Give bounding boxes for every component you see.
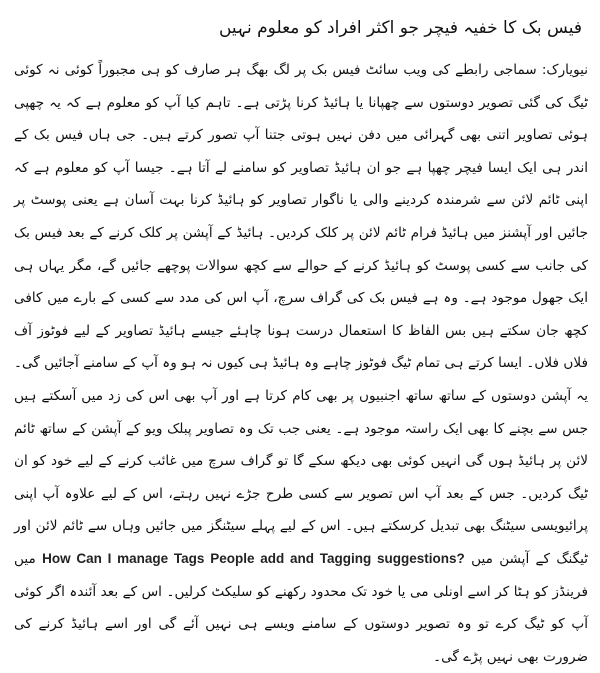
article-body <box>14 54 588 673</box>
body-text-part-2: میں فرینڈز کو ہٹا کر اسے اونلی می یا خود تک محدود رکھنے کو سلیکٹ کرلیں۔ اس کے بعد آئندہ اگر کوئی آپ کو ٹیگ کرے تو وہ تصویر دوستوں کے سامنے ویسے ہی نہیں آئے گی اور اسے ہائیڈ کرنے کی ضرورت بھی نہیں پڑے گی۔ <box>14 550 588 665</box>
english-settings-phrase: How Can I manage Tags People add and Tagging suggestions? <box>42 550 465 566</box>
dateline: نیویارک: <box>541 62 588 78</box>
body-text-part-1: سماجی رابطے کی ویب سائٹ فیس بک پر لگ بھگ ہر صارف کو ہی مجبوراً کوئی نہ کوئی ٹیگ کی گئی تصویر دوستوں سے چھپانا یا ہائیڈ کرنا پڑتی ہے۔ تاہم کیا آپ کو معلوم ہے کہ یہ چھپی ہوئی تصاویر اتنی بھی گہرائی میں دفن نہیں ہوتی جتنا آپ تصور کرتے ہیں۔ جی ہاں فیس بک کے اندر ہی ایک ایسا فیچر چھپا ہے جو ان ہائیڈ تصاویر کو سامنے لے آتا ہے۔ جیسا آپ کو معلوم ہے کہ اپنی ٹائم لائن سے شرمندہ کردینے والی یا ناگوار تصاویر کو ہائیڈ کرنا بہت آسان ہے یعنی پوسٹ پر جائیں اور آپشنز میں ہائیڈ فرام ٹائم لائن پر کلک کردیں۔ ہائیڈ کے آپشن پر کلک کرنے کے بعد فیس بک کی جانب سے کسی پوسٹ کو ہائیڈ کرنے کے حوالے سے کچھ سوالات پوچھے جائیں گے، مگر یہاں ہی ایک جھول موجود ہے۔ وہ ہے فیس بک کی گراف سرچ، آپ اس کی مدد سے کسی کے بارے میں کافی کچھ جان سکتے ہیں بس الفاظ کا استعمال درست ہونا چاہئے جیسے ہائیڈ تصاویر کے لیے فوٹوز آف فلاں فلاں۔ ایسا کرتے ہی تمام ٹیگ فوٹوز چاہے وہ ہائیڈ ہی کیوں نہ ہو وہ آپ کے سامنے آجائیں گی۔ یہ آپشن دوستوں کے ساتھ ساتھ اجنبیوں پر بھی کام کرتا ہے اور آپ بھی اس کی زد میں آسکتے ہیں جس سے بچنے کا بھی ایک راستہ موجود ہے۔ یعنی جب تک وہ تصاویر پبلک ویو کے آپشن کے ساتھ ٹائم لائن پر ہائیڈ ہوں گی انہیں کوئی بھی دیکھ سکے گا تو گراف سرچ میں غائب کرنے کے لیے خود کو ان ٹیگ کردیں۔ جس کے بعد آپ اس تصویر سے کسی طرح جڑے نہیں رہتے، اس کے لیے علاوہ آپ اپنی پرائیویسی سیٹنگ بھی تبدیل کرسکتے ہیں۔ اس کے لیے پہلے سیٹنگز میں جائیں وہاں سے ٹائم لائن اور ٹیگنگ کے آپشن میں <box>14 62 588 567</box>
article-headline: فیس بک کا خفیہ فیچر جو اکثر افراد کو معلوم نہیں <box>218 18 582 38</box>
article-paragraph <box>14 54 588 673</box>
